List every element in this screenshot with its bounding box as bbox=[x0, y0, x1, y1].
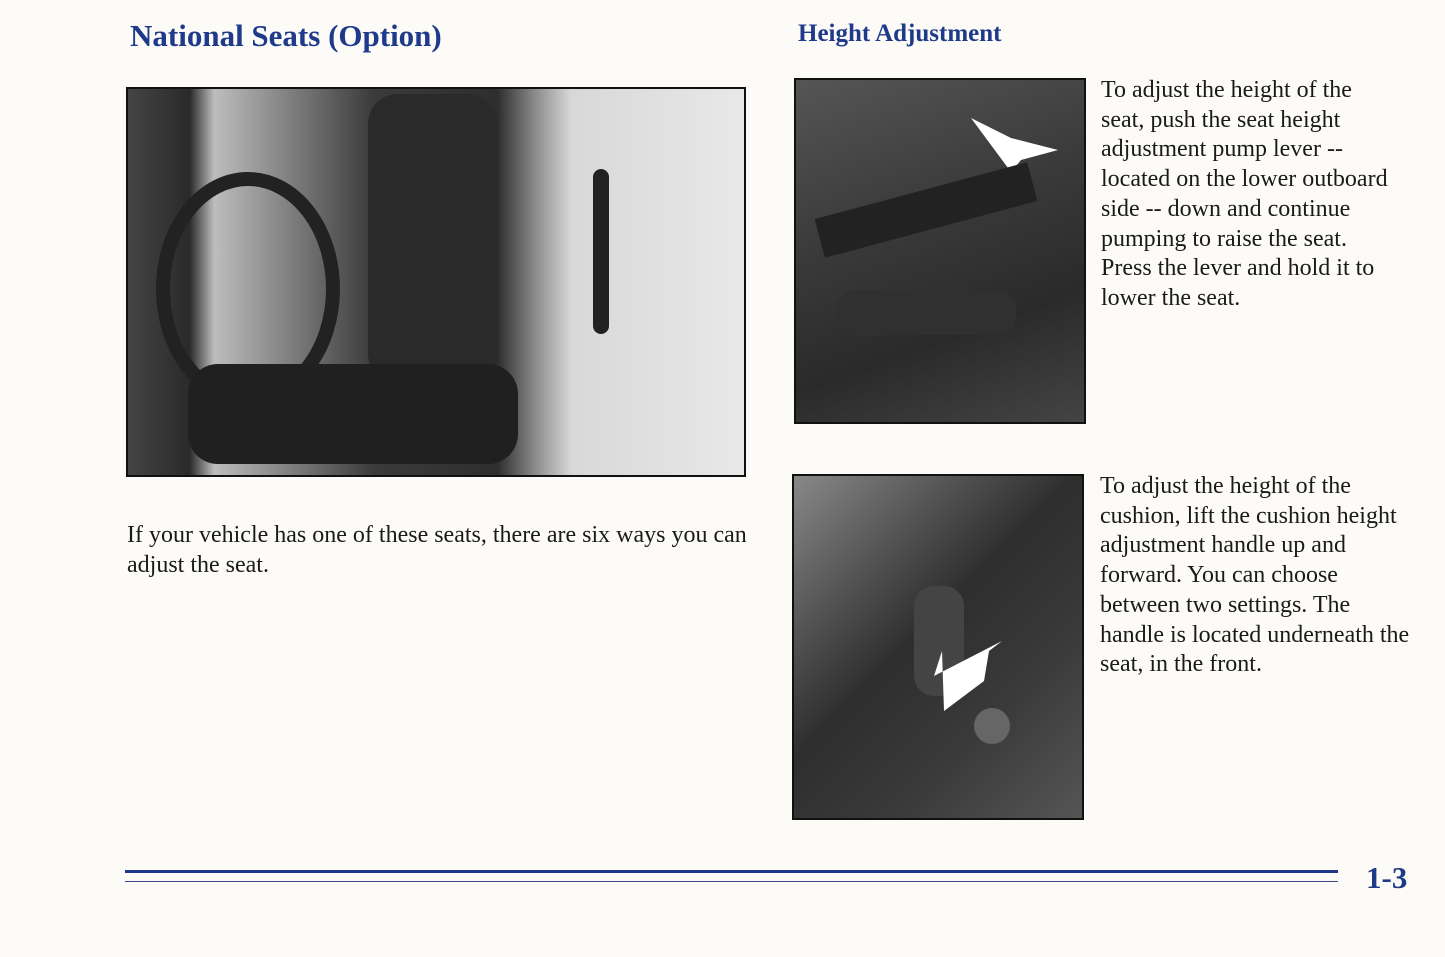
intro-paragraph: If your vehicle has one of these seats, there are six ways you can adjust the seat. bbox=[127, 522, 747, 578]
page-title: National Seats (Option) bbox=[130, 18, 442, 53]
cushion-height-handle-photo bbox=[792, 474, 1084, 820]
seat-height-paragraph: To adjust the height of the seat, push the seat height adjustment pump lever -- located on the lower outboard side -- down and continue pumping to raise the seat. Press the lever and hold it to lower the seat. bbox=[1101, 77, 1388, 311]
cushion-height-paragraph: To adjust the height of the cushion, lift the cushion height adjustment handle up and forward. You can choose between two settings. The handle is located underneath the seat, in the front. bbox=[1100, 473, 1410, 678]
footer-rule bbox=[125, 870, 1338, 873]
seat-height-lever-photo bbox=[794, 78, 1086, 424]
page-number: 1-3 bbox=[1366, 860, 1408, 895]
footer-rule-thin bbox=[125, 881, 1338, 882]
section-heading: Height Adjustment bbox=[798, 20, 1002, 47]
seat-photo bbox=[126, 87, 746, 477]
arrow-icon bbox=[971, 118, 1058, 172]
